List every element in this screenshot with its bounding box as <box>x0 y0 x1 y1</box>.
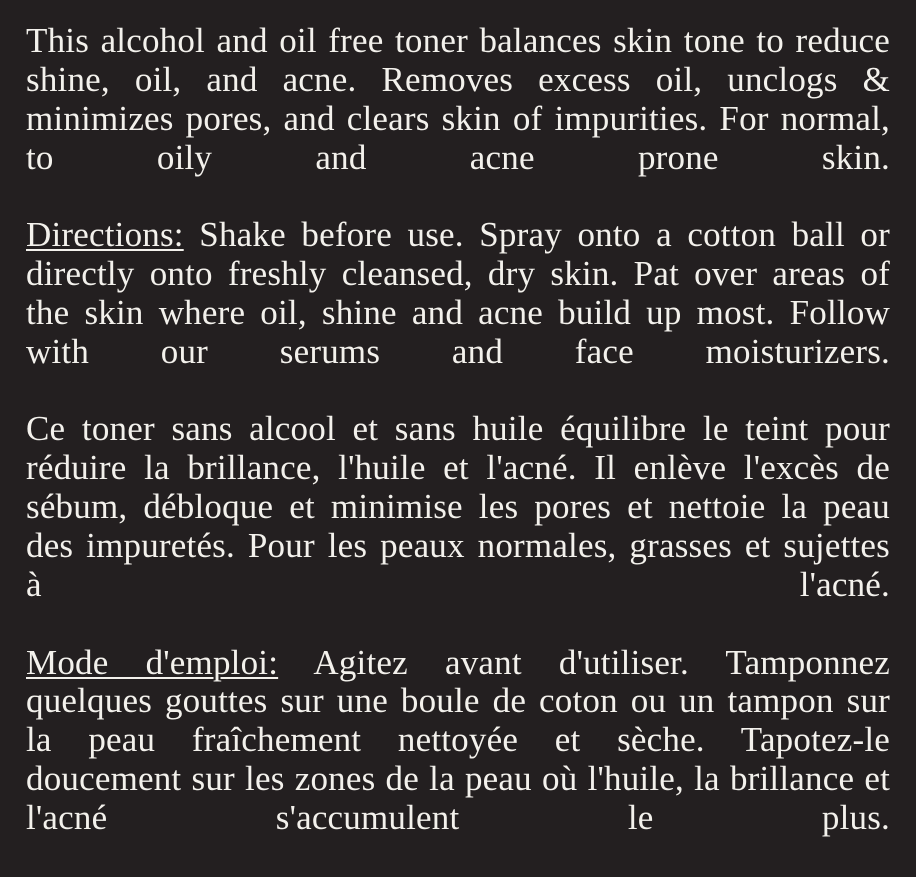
english-directions-heading: Directions: <box>26 215 184 255</box>
french-directions-text: Agitez avant d'utiliser. Tamponnez quelques gouttes sur une boule de coton ou un tampon sur la peau fraîchement nettoyée et sèche. Tapotez-le doucement sur les zones de la peau où l'huile, la brillance et l'acné s'accumulent le plus. <box>26 642 890 837</box>
english-directions-text: Shake before use. Spray onto a cotton ball or directly onto freshly cleansed, dry skin. Pat over areas of the skin where oil, shine and acne build up most. Follow with our serums and face moisturizers. <box>26 215 890 371</box>
french-directions-heading: Mode d'emploi: <box>26 642 279 682</box>
french-description-text: Ce toner sans alcool et sans huile équilibre le teint pour réduire la brillance, l'huile et l'acné. Il enlève l'excès de sébum, débloque et minimise les pores et nettoie la peau des impuretés. Pour les peaux normales, grasses et sujettes à l'acné. <box>26 409 890 604</box>
french-description-paragraph <box>26 410 890 643</box>
english-directions-paragraph <box>26 216 890 410</box>
french-directions-paragraph <box>26 644 890 877</box>
english-description-text: This alcohol and oil free toner balances skin tone to reduce shine, oil, and acne. Removes excess oil, unclogs & minimizes pores, and clears skin of impurities. For normal, to oily and acne prone skin. <box>26 21 890 177</box>
english-description-paragraph <box>26 22 890 216</box>
